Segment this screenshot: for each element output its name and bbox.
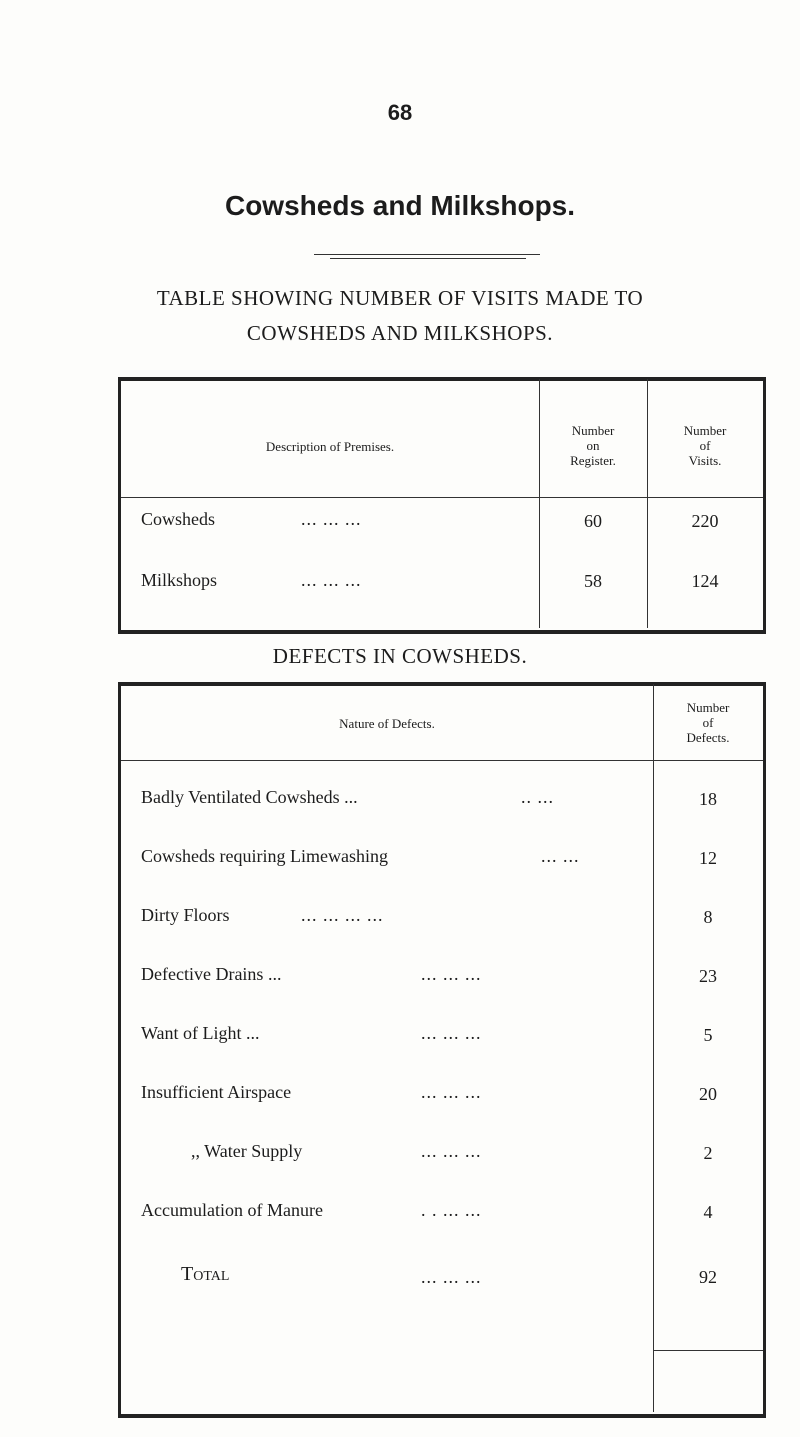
visits-table: [118, 377, 766, 634]
column-header-nature: Nature of Defects.: [339, 716, 435, 731]
defects-table: [118, 682, 766, 1418]
row-value: 5: [703, 1025, 713, 1045]
row-visits-value: 124: [691, 571, 719, 591]
column-header-visits-line: Visits.: [688, 453, 722, 468]
row-label: Accumulation of Manure: [141, 1200, 323, 1220]
row-label: Defective Drains ...: [141, 964, 282, 984]
row-value: 2: [703, 1143, 713, 1163]
column-header-number: [653, 700, 763, 745]
row-leader-dots: ... ... ...: [421, 964, 482, 984]
row-value: 20: [699, 1084, 717, 1104]
row-leader-dots: .. ...: [521, 787, 554, 807]
visits-table-heading-line1: TABLE SHOWING NUMBER OF VISITS MADE TO: [156, 286, 644, 310]
header-divider: [121, 760, 763, 761]
column-header-description: Description of Premises.: [265, 439, 395, 454]
row-value: 8: [703, 907, 713, 927]
row-leader-dots: ... ... ...: [301, 570, 362, 590]
title-underline-top: [314, 254, 540, 255]
column-header-register-line: on: [586, 438, 600, 453]
title-underline-bottom: [330, 258, 526, 259]
header-divider: [121, 497, 763, 498]
section-title: Cowsheds and Milkshops.: [224, 190, 576, 221]
row-label: Dirty Floors: [141, 905, 230, 925]
row-register-value: 58: [584, 571, 602, 591]
row-value: 18: [699, 789, 717, 809]
row-label: Milkshops: [141, 570, 218, 590]
column-header-visits-line: Number: [683, 423, 727, 438]
row-label: ,, Water Supply: [191, 1141, 303, 1161]
column-header-number-line: Defects.: [686, 730, 730, 745]
row-value: 4: [703, 1202, 713, 1222]
total-label: Total: [181, 1263, 230, 1285]
row-label: Badly Ventilated Cowsheds ...: [141, 787, 358, 807]
row-label: Want of Light ...: [141, 1023, 260, 1043]
row-leader-dots: ... ... ... ...: [301, 905, 384, 925]
column-header-register-line: Number: [571, 423, 615, 438]
defects-table-heading: DEFECTS IN COWSHEDS.: [272, 644, 528, 668]
total-leader-dots: ... ... ...: [421, 1267, 482, 1287]
total-value: 92: [699, 1267, 717, 1287]
column-header-visits-line: of: [699, 438, 711, 453]
row-leader-dots: ... ... ...: [421, 1141, 482, 1161]
column-header-number-line: of: [702, 715, 714, 730]
row-visits-value: 220: [691, 511, 719, 531]
column-header-number-line: Number: [686, 700, 730, 715]
total-divider: [653, 1350, 763, 1351]
row-value: 23: [699, 966, 717, 986]
column-header-visits: [647, 423, 763, 468]
row-label: Cowsheds requiring Limewashing: [141, 846, 388, 866]
row-label: Insufficient Airspace: [141, 1082, 292, 1102]
row-label: Cowsheds: [141, 509, 216, 529]
row-leader-dots: . . ... ...: [421, 1200, 482, 1220]
row-register-value: 60: [584, 511, 602, 531]
row-leader-dots: ... ...: [541, 846, 580, 866]
row-leader-dots: ... ... ...: [301, 509, 362, 529]
column-header-register: [539, 423, 647, 468]
visits-table-heading-line2: COWSHEDS AND MILKSHOPS.: [246, 321, 554, 345]
column-header-register-line: Register.: [570, 453, 616, 468]
page-number: 68: [387, 100, 413, 125]
row-value: 12: [699, 848, 717, 868]
row-leader-dots: ... ... ...: [421, 1023, 482, 1043]
row-leader-dots: ... ... ...: [421, 1082, 482, 1102]
